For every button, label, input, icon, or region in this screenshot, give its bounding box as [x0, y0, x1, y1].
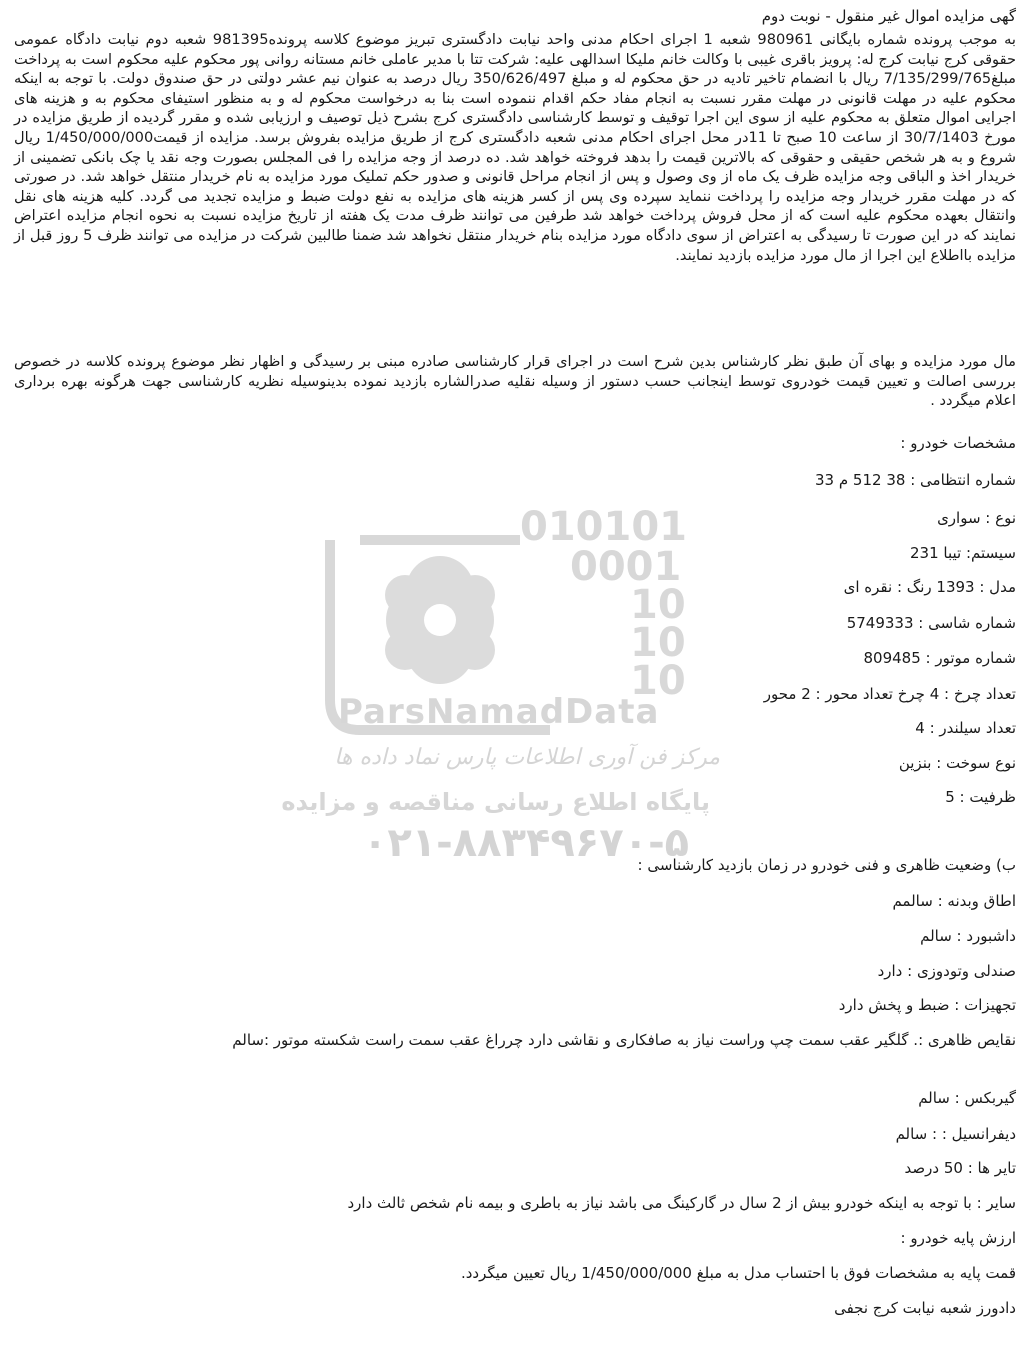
differential: دیفرانسیل : : سالم	[895, 1125, 1016, 1143]
watermark-digits-1: 010101	[520, 504, 687, 550]
watermark-line-2: پایگاه اطلاع رسانی مناقصه و مزایده	[281, 788, 710, 816]
capacity: ظرفیت : 5	[945, 788, 1016, 806]
seats-upholstery: صندلی وتودوزی : دارد	[877, 962, 1016, 980]
cabin-body: اطاق وبدنه : سالمم	[892, 892, 1016, 910]
gearbox: گیربکس : سالم	[918, 1089, 1016, 1107]
vehicle-system: سیستم: تیبا 231	[909, 544, 1016, 562]
chassis-number: شماره شاسی : 5749333	[846, 614, 1016, 632]
watermark-phone: ۰۲۱-۸۸۳۴۹۶۷۰-۵	[362, 820, 690, 866]
watermark-digits-3: 10	[630, 582, 686, 628]
vehicle-model-color: مدل : 1393 رنگ : نقره ای	[843, 578, 1016, 596]
base-value-text: قمت پایه به مشخصات فوق با احتساب مدل به مبلغ 1/450/000/000 ریال تعیین میگردد.	[460, 1264, 1016, 1282]
vehicle-type: نوع : سواری	[937, 509, 1016, 527]
engine-number: شماره موتور : 809485	[863, 649, 1016, 667]
watermark-line-1: مرکز فن آوری اطلاعات پارس نماد داده ها	[334, 745, 720, 770]
cylinder-count: تعداد سیلندر : 4	[915, 719, 1016, 737]
fuel-type: نوع سوخت : بنزین	[898, 754, 1016, 772]
base-value-heading: ارزش پایه خودرو :	[900, 1229, 1016, 1247]
watermark-digits-2: 0001	[570, 544, 682, 590]
equipment: تجهیزات : ضبط و پخش دارد	[838, 996, 1016, 1014]
watermark-brand: ParsNamadData	[338, 692, 660, 732]
dashboard: داشبورد : سالم	[920, 927, 1016, 945]
wheels-axles: تعداد چرخ : 4 چرخ تعداد محور : 2 محور	[763, 685, 1016, 703]
condition-heading: ب) وضعیت ظاهری و فنی خودرو در زمان بازدید کارشناسی :	[637, 856, 1016, 874]
plate-number: شماره انتظامی : 38 512 م 33	[815, 471, 1016, 489]
vehicle-spec-heading: مشخصات خودرو :	[900, 434, 1016, 452]
watermark-digits-4: 10	[630, 620, 686, 666]
notice-paragraph-1: به موجب پرونده شماره بایگانی 980961 شعبه 1 اجرای احکام مدنی واحد نیابت دادگستری تبریز موضوع کلاسه پرونده981395 شعبه دوم نیابت دادگاه عمومی حقوقی کرج نیابت کرج له: پرویز باقری غیبی با وکالت خانم ملیکا اسدالهی علیه: شرکت تتا با مدیر عاملی خانم مستانه روانی پور محکوم علیه محکوم است به پرداخت مبلغ7/135/299/765 ریال با انضمام تاخیر تادیه در حق محکوم له و مبلغ 350/626/497 ریال درصد به عنوان نیم عشر دولتی در حق صندوق دولت. با توجه به اینکه محکوم علیه در مهلت قانونی در مهلت مقرر نسبت به انجام مفاد حکم اقدام ننموده است بنا به درخواست محکوم له و به منظور استیفای محکوم به و هزینه های اجرایی اموال متعلق به محکوم علیه از سوی این اجرا توقیف و توسط کارشناسی دادگستری کرج بشرح ذیل توصیف و ارزیابی شده و مقرر گردیده از طریق مزایده در مورخ 30/7/1403 از ساعت 10 صبح تا 11در محل اجرای احکام مدنی شعبه دادگستری کرج از طریق مزایده بفروش برسد. مزایده از قیمت1/450/000/000 ریال شروع و به هر شخص حقیقی و حقوقی که بالاترین قیمت را بدهد فروخته خواهد شد. ده درصد از وجه مزایده را فی المجلس بصورت وجه نقد یا چک بانکی تضمینی از خریدار اخذ و الباقی وجه مزایده ظرف یک ماه از وی وصول و پس از انجام مراحل قانونی و صدور حکم تملیک مورد مزایده به نام خریدار منتقل خواهد شد. در صورتی که در مهلت مقرر خریدار وجه مزایده را پرداخت ننماید سپرده وی پس از کسر هزینه های مزایده به نفع دولت ضبط و مزایده تجدید می گردد. کلیه هزینه های نقل وانتقال بعهده محکوم علیه است که از محل فروش پرداخت خواهد شد طرفین می توانند ظرف مدت یک هفته از تاریخ مزایده نسبت به نحوه انجام مزایده اعتراض نمایند که در این صورت تا رسیدگی به اعتراض از سوی دادگاه مورد مزایده بنام خریدار منتقل نخواهد شد ضمنا طالبین شرکت در مزایده می توانند ظرف 5 روز قبل از مزایده بااطلاع این اجرا از مال مورد مزایده بازدید نمایند.	[14, 31, 1016, 264]
other-notes: سایر : با توجه به اینکه خودرو بیش از 2 سال در گارکینگ می باشد نیاز به باطری و بیمه نام شخص ثالث دارد	[347, 1194, 1016, 1212]
exterior-defects: نقایص ظاهری :. گلگیر عقب سمت چپ وراست نیاز به صافکاری و نقاشی دارد چرراغ عقب سمت راست شکسته موتور :سالم	[232, 1031, 1016, 1049]
signature: دادورز شعبه نیابت کرج نجفی	[834, 1299, 1016, 1317]
watermark-digits-5: 10	[630, 658, 686, 704]
notice-title: گهی مزایده اموال غیر منقول - نوبت دوم	[761, 7, 1016, 25]
tires: تایر ها : 50 درصد	[904, 1159, 1016, 1177]
notice-paragraph-2: مال مورد مزایده و بهای آن طبق نظر کارشناس بدین شرح است در اجرای قرار کارشناسی صادره مبنی بر رسیدگی و اظهار نظر موضوع پرونده کلاسه در خصوص بررسی اصالت و تعیین قیمت خودروی توسط اینجانب حسب دستور از وسیله نقلیه صدرالشاره بازدید نموده بدینوسیله نظریه کارشناسی جهت هرگونه بهره برداری اعلام میگردد .	[14, 353, 1016, 410]
